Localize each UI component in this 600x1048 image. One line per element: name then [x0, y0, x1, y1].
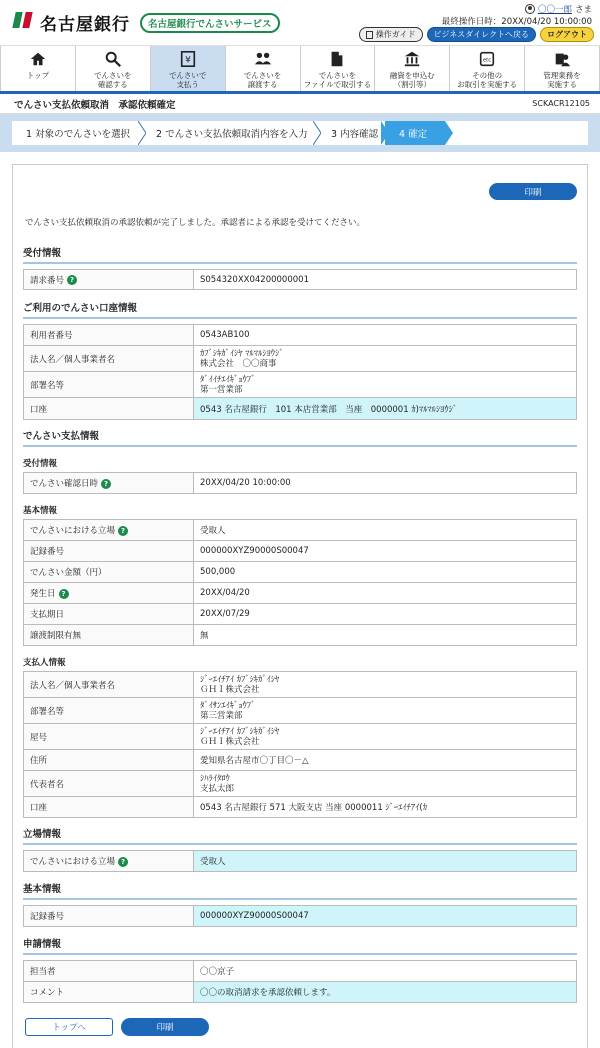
- dept-name-text: 第一営業部: [200, 384, 243, 395]
- field-label: 記録番号: [24, 906, 194, 927]
- nav-item-pay[interactable]: [151, 46, 226, 91]
- bank-name: 名古屋銀行: [40, 15, 130, 35]
- basic-info-section: [23, 881, 577, 927]
- field-label: でんさいにおける立場: [30, 526, 116, 536]
- section-title: 受付情報: [23, 245, 577, 264]
- step-3: [317, 121, 385, 145]
- completion-message: でんさい支払依頼取消の承認依頼が完了しました。承認者による承認を受けてください。: [25, 218, 366, 228]
- payer-rep-name: 支払太郎: [200, 783, 235, 794]
- account-value: 0543 名古屋銀行 101 本店営業部 当座 0000001 ｶ)ﾏﾙﾏﾙｼﾖｳｼﾞ: [194, 398, 577, 420]
- nav-item-confirm[interactable]: [76, 46, 151, 91]
- user-number: 0543AB100: [194, 325, 577, 346]
- help-icon[interactable]: ?: [118, 857, 128, 867]
- guide-icon: [366, 31, 373, 39]
- step-label: 1 対象のでんさいを選択: [26, 129, 131, 140]
- nav-label: トップ: [26, 71, 50, 80]
- search-icon: [104, 50, 122, 68]
- nav-item-file[interactable]: [301, 46, 376, 91]
- help-icon[interactable]: ?: [101, 479, 111, 489]
- page-title: でんさい支払依頼取消 承認依頼確定: [14, 99, 176, 111]
- field-label: 部署名等: [24, 372, 194, 398]
- bank-logo-mark-icon: [12, 12, 34, 34]
- nav-label: ファイルで取引する: [303, 80, 372, 89]
- position-value: 受取人: [194, 520, 577, 541]
- field-label: 代表者名: [24, 771, 194, 797]
- bank-logo[interactable]: [12, 10, 280, 35]
- payer-representative: [194, 771, 577, 797]
- comment-value: 〇〇の取消請求を承認依頼します。: [194, 982, 577, 1003]
- issue-date: 20XX/04/20: [194, 583, 577, 604]
- payer-dept-name: 第三営業部: [200, 710, 243, 721]
- section-title: 基本情報: [23, 881, 577, 900]
- step-4-active: [385, 121, 445, 145]
- chevron-right-icon: [313, 121, 321, 145]
- transfer-restriction: 無: [194, 625, 577, 646]
- basic-record-number: 000000XYZ90000S00047: [194, 906, 577, 927]
- field-label: 譲渡制限有無: [24, 625, 194, 646]
- payment-icon: [179, 50, 197, 68]
- nav-label: でんさいを: [318, 71, 357, 80]
- field-label: でんさい金額（円）: [24, 562, 194, 583]
- densai-section: [23, 428, 577, 818]
- section-title: 立場情報: [23, 826, 577, 845]
- payer-trade-name: ＧＨＩ株式会社: [200, 736, 260, 747]
- corp-name-text: 株式会社 〇〇商事: [200, 358, 277, 369]
- step-label: 4 確定: [399, 129, 428, 140]
- corp-kana: ｶﾌﾞｼｷｶﾞｲｼﾔ ﾏﾙﾏﾙｼﾖｳｼﾞ: [200, 348, 284, 359]
- field-label: 担当者: [24, 961, 194, 982]
- help-icon[interactable]: ?: [67, 275, 77, 285]
- nav-label: でんさいを: [243, 71, 282, 80]
- field-label: 法人名／個人事業者名: [24, 672, 194, 698]
- nav-item-loan[interactable]: [375, 46, 450, 91]
- operation-guide-label: 操作ガイド: [375, 30, 416, 39]
- print-button-top[interactable]: 印刷: [489, 183, 577, 200]
- field-label: 住所: [24, 750, 194, 771]
- reception-section: [23, 245, 577, 290]
- main-nav: [0, 46, 600, 94]
- user-icon: [525, 4, 535, 14]
- chevron-right-icon: [381, 121, 389, 145]
- field-label: でんさい確認日時: [30, 479, 99, 489]
- field-label: 部署名等: [24, 698, 194, 724]
- nav-label: 実施する: [547, 80, 578, 89]
- user-info: [525, 3, 592, 15]
- transfer-icon: [254, 50, 272, 68]
- field-label: 口座: [24, 398, 194, 420]
- file-icon: [328, 50, 346, 68]
- payer-corp-name: ＧＨＩ株式会社: [200, 684, 260, 695]
- home-icon: [29, 50, 47, 68]
- dept-kana: ﾀﾞｲｲﾁｴｲｷﾞｮｳﾌﾞ: [200, 374, 256, 385]
- nav-label: 管理業務を: [543, 71, 581, 80]
- header: [0, 0, 600, 46]
- service-name-badge: 名古屋銀行でんさいサービス: [140, 13, 280, 33]
- corp-name: [194, 346, 577, 372]
- due-date: 20XX/07/29: [194, 604, 577, 625]
- field-label: でんさいにおける立場: [30, 857, 116, 867]
- etc-icon: [478, 50, 496, 68]
- dept-name: [194, 372, 577, 398]
- request-number: S054320XX04200000001: [194, 270, 577, 290]
- help-icon[interactable]: ?: [118, 526, 128, 536]
- screen-id: SCKACR12105: [532, 99, 590, 108]
- payer-rep-kana: ｼﾊﾗｲﾀﾛｳ: [200, 773, 230, 784]
- payer-address: 愛知県名古屋市〇丁目〇－△: [194, 750, 577, 771]
- nav-label: でんさいを: [94, 71, 132, 80]
- user-suffix: さま: [574, 5, 592, 15]
- main-content: [12, 164, 588, 1048]
- nav-item-top[interactable]: [0, 46, 76, 91]
- svg-text:etc: etc: [483, 57, 492, 64]
- payer-account: 0543 名古屋銀行 571 大阪支店 当座 0000011 ｼﾞｰｴｲﾁｱｲ(ｶ: [194, 797, 577, 818]
- payer-dept: [194, 698, 577, 724]
- progress-steps: [0, 114, 600, 152]
- position-info-value: 受取人: [194, 851, 577, 872]
- nav-label: 融資を申込む: [389, 71, 435, 80]
- business-direct-button[interactable]: ビジネスダイレクトへ戻る: [427, 27, 536, 42]
- subsection-title: 基本情報: [23, 506, 58, 516]
- nav-item-transfer[interactable]: [226, 46, 301, 91]
- bank-icon: [403, 50, 421, 68]
- field-label: 利用者番号: [24, 325, 194, 346]
- nav-label: 譲渡する: [247, 80, 278, 89]
- field-label: 請求番号: [30, 275, 65, 286]
- payer-dept-kana: ﾀﾞｲｻﾝｴｲｷﾞｮｳﾌﾞ: [200, 700, 256, 711]
- nav-item-admin[interactable]: [525, 46, 600, 91]
- last-login-time: 最終操作日時：20XX/04/20 10:00:00: [441, 17, 592, 27]
- payer-trade-kana: ｼﾞｰｴｲﾁｱｲ ｶﾌﾞｼｷｶﾞｲｼﾔ: [200, 726, 280, 737]
- position-section: [23, 826, 577, 872]
- confirm-datetime: 20XX/04/20 10:00:00: [194, 473, 577, 494]
- person-in-charge: 〇〇京子: [194, 961, 577, 982]
- step-label: 2 でんさい支払依頼取消内容を入力: [156, 129, 308, 140]
- nav-label: でんさいで: [168, 71, 207, 80]
- payer-corp: [194, 672, 577, 698]
- field-label: 記録番号: [24, 541, 194, 562]
- amount-value: 500,000: [194, 562, 577, 583]
- payer-corp-kana: ｼﾞｰｴｲﾁｱｲ ｶﾌﾞｼｷｶﾞｲｼﾔ: [200, 674, 280, 685]
- nav-label: お取引を実施する: [457, 80, 518, 89]
- record-number: 000000XYZ90000S00047: [194, 541, 577, 562]
- field-label: 屋号: [24, 724, 194, 750]
- field-label: 法人名／個人事業者名: [24, 346, 194, 372]
- admin-icon: [553, 50, 571, 68]
- nav-label: （割引等）: [393, 80, 432, 89]
- section-title: 申請情報: [23, 936, 577, 955]
- field-label: 口座: [24, 797, 194, 818]
- print-button-bottom[interactable]: 印刷: [121, 1018, 209, 1036]
- help-icon[interactable]: ?: [59, 589, 69, 599]
- operation-guide-button[interactable]: [359, 27, 423, 42]
- step-2: [142, 121, 317, 145]
- field-label: 支払期日: [24, 604, 194, 625]
- subsection-title: 支払人情報: [23, 658, 66, 668]
- application-section: [23, 936, 577, 1003]
- nav-label: その他の: [472, 71, 503, 80]
- nav-label: 支払う: [176, 80, 199, 89]
- payer-trade: [194, 724, 577, 750]
- field-label: 発生日: [30, 589, 56, 599]
- step-1: [12, 121, 142, 145]
- nav-label: 確認する: [97, 80, 128, 89]
- section-title: でんさい支払情報: [23, 428, 577, 447]
- svg-text:¥: ¥: [184, 55, 191, 66]
- subsection-title: 受付情報: [23, 459, 58, 469]
- user-name-link[interactable]: 〇〇一郎: [537, 5, 572, 15]
- chevron-right-icon: [445, 121, 453, 145]
- back-to-top-button[interactable]: トップへ: [25, 1018, 113, 1036]
- field-label: コメント: [24, 982, 194, 1003]
- page-title-row: [0, 94, 600, 114]
- chevron-right-icon: [138, 121, 146, 145]
- section-title: ご利用のでんさい口座情報: [23, 300, 577, 319]
- account-section: [23, 300, 577, 420]
- nav-item-other[interactable]: [450, 46, 525, 91]
- step-label: 3 内容確認: [331, 129, 379, 140]
- logout-button[interactable]: ログアウト: [540, 27, 594, 42]
